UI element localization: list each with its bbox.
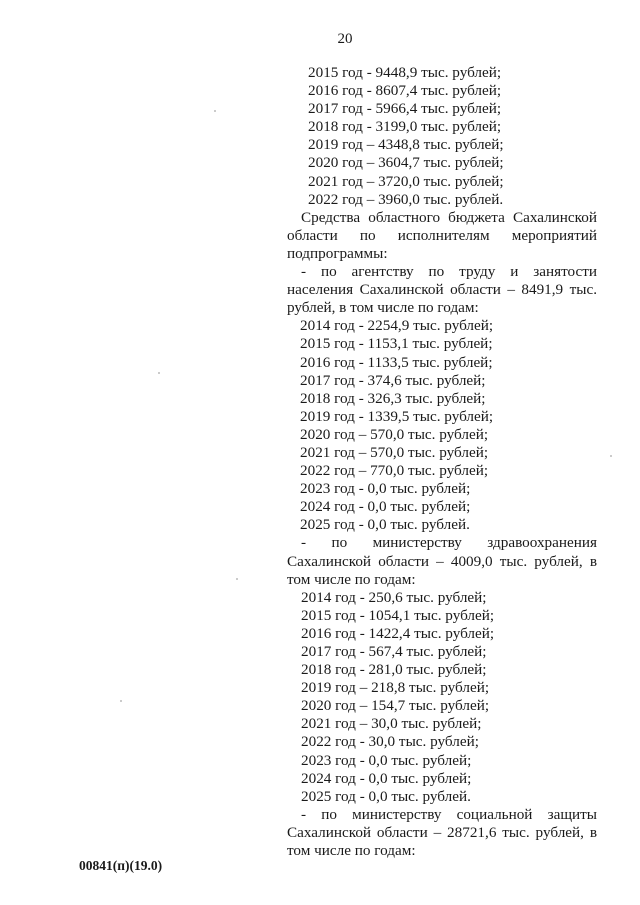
year-amount-line: 2017 год - 5966,4 тыс. рублей; — [308, 100, 502, 118]
year-amount-line: 2020 год – 3604,7 тыс. рублей; — [308, 154, 504, 172]
year-amount-line: 2019 год – 218,8 тыс. рублей; — [301, 679, 490, 697]
scan-speck — [158, 372, 160, 374]
year-amount-line: 2020 год – 154,7 тыс. рублей; — [301, 697, 490, 715]
year-amount-line: 2023 год - 0,0 тыс. рублей; — [301, 751, 472, 769]
year-amount-line: 2014 год - 250,6 тыс. рублей; — [301, 588, 487, 606]
year-amount-line: 2018 год - 3199,0 тыс. рублей; — [308, 118, 502, 136]
year-amount-line: 2015 год - 1054,1 тыс. рублей; — [301, 606, 495, 624]
year-amount-line: 2017 год - 567,4 тыс. рублей; — [301, 643, 487, 660]
year-amount-line: 2023 год - 0,0 тыс. рублей; — [300, 480, 471, 498]
year-amount-line: 2019 год - 1339,5 тыс. рублей; — [300, 407, 494, 425]
scan-speck — [120, 700, 122, 702]
year-amount-line: 2025 год - 0,0 тыс. рублей. — [300, 516, 470, 534]
year-amount-line: 2022 год – 770,0 тыс. рублей; — [300, 462, 489, 480]
budget-text-column — [287, 64, 597, 860]
year-amount-line: 2020 год – 570,0 тыс. рублей; — [300, 425, 489, 443]
year-amount-line: 2024 год - 0,0 тыс. рублей; — [300, 498, 471, 516]
year-amount-line: 2019 год – 4348,8 тыс. рублей; — [308, 136, 504, 154]
year-amount-line: 2014 год - 2254,9 тыс. рублей; — [300, 317, 494, 335]
year-amount-line: 2015 год - 1153,1 тыс. рублей; — [300, 335, 493, 353]
document-code: 00841(п)(19.0) — [79, 858, 163, 873]
page-number: 20 — [337, 31, 353, 47]
year-amount-line: 2015 год - 9448,9 тыс. рублей; — [308, 64, 502, 81]
scan-speck — [236, 578, 238, 580]
year-amount-line: 2022 год – 3960,0 тыс. рублей. — [308, 190, 504, 208]
year-amount-line: 2021 год – 570,0 тыс. рублей; — [300, 443, 489, 461]
year-amount-line: 2016 год - 1422,4 тыс. рублей; — [301, 624, 495, 642]
year-amount-line: 2022 год - 30,0 тыс. рублей; — [301, 733, 479, 751]
year-amount-line: 2017 год - 374,6 тыс. рублей; — [300, 371, 486, 389]
year-amount-line: 2016 год - 8607,4 тыс. рублей; — [308, 82, 502, 100]
year-amount-line: 2021 год – 3720,0 тыс. рублей; — [308, 172, 504, 190]
health-ministry-paragraph: - по министерству здравоохранения Сахалинской области – 4009,0 тыс. рублей, в том числе по годам: — [287, 534, 597, 588]
year-amount-line: 2016 год - 1133,5 тыс. рублей; — [300, 353, 493, 371]
labor-agency-paragraph: - по агентству по труду и занятости населения Сахалинской области – 8491,9 тыс. рублей, в том числе по годам: — [287, 263, 597, 317]
oblast-budget-paragraph: Средства областного бюджета Сахалинской области по исполнителям мероприятий подпрограммы: — [287, 208, 597, 262]
year-amount-line: 2021 год – 30,0 тыс. рублей; — [301, 715, 482, 733]
year-amount-line: 2025 год - 0,0 тыс. рублей. — [301, 787, 471, 805]
year-amount-line: 2018 год - 326,3 тыс. рублей; — [300, 389, 486, 407]
scan-speck — [610, 455, 612, 457]
social-ministry-paragraph: - по министерству социальной защиты Сахалинской области – 28721,6 тыс. рублей, в том числе по годам: — [287, 805, 597, 860]
year-amount-line: 2024 год - 0,0 тыс. рублей; — [301, 769, 472, 787]
scan-speck — [214, 110, 216, 112]
year-amount-line: 2018 год - 281,0 тыс. рублей; — [301, 661, 487, 679]
